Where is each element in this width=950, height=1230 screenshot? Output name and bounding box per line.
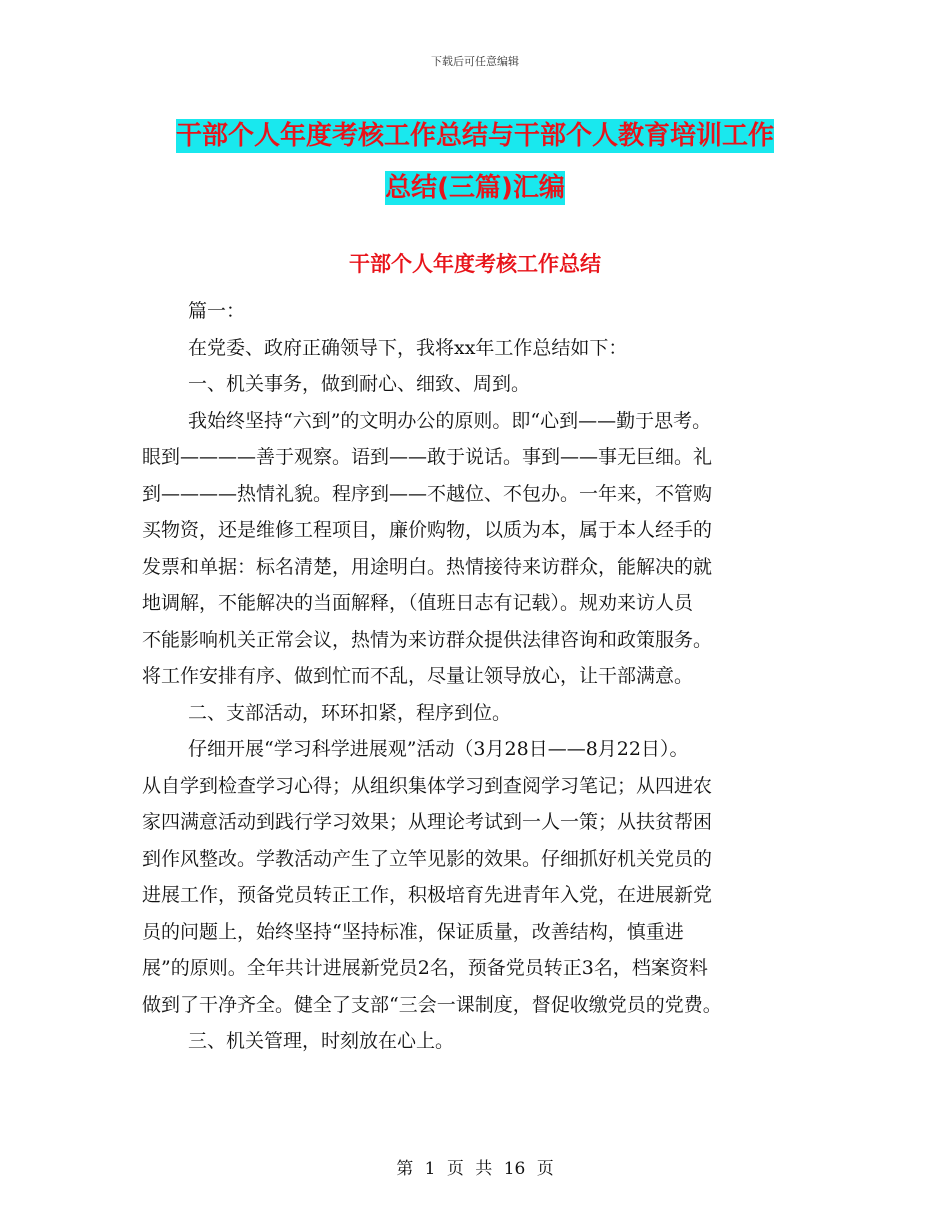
text-line: 仔细开展“学习科学进展观”活动（3月28日——8月22日）。	[188, 738, 689, 760]
text-line: 不能影响机关正常会议，热情为来访群众提供法律咨询和政策服务。	[142, 628, 713, 651]
header-note: 下载后可任意编辑	[431, 55, 519, 68]
text-line: 将工作安排有序、做到忙而不乱，尽量让领导放心，让干部满意。	[142, 665, 694, 687]
body-text	[142, 293, 818, 1060]
title-line-2: 总结(三篇)汇编	[385, 173, 565, 203]
text-line: 家四满意活动到践行学习效果；从理论考试到一人一策；从扶贫帮困	[142, 811, 713, 833]
text-line: 展”的原则。全年共计进展新党员2名，预备党员转正3名，档案资料	[142, 957, 708, 979]
text-line: 到作风整改。学教活动产生了立竿见影的效果。仔细抓好机关党员的	[142, 847, 713, 870]
document-title	[0, 110, 950, 214]
text-line: 二、支部活动，环环扣紧，程序到位。	[188, 701, 512, 724]
text-line: 眼到————善于观察。语到——敢于说话。事到——事无巨细。礼	[142, 446, 713, 468]
page-footer: 第 1 页 共 16 页	[396, 1159, 554, 1179]
text-line: 做到了干净齐全。健全了支部“三会一课制度，督促收缴党员的党费。	[142, 993, 722, 1016]
text-line: 到————热情礼貌。程序到——不越位、不包办。一年来，不管购	[142, 482, 713, 505]
text-line: 从自学到检查学习心得；从组织集体学习到查阅学习笔记；从四进农	[142, 774, 713, 797]
text-line: 在党委、政府正确领导下，我将xx年工作总结如下：	[188, 336, 628, 359]
text-line: 我始终坚持“六到”的文明办公的原则。即“心到——勤于思考。	[188, 409, 712, 432]
text-line: 三、机关管理，时刻放在心上。	[188, 1030, 455, 1052]
text-line: 员的问题上，始终坚持“坚持标准，保证质量，改善结构，慎重进	[142, 920, 684, 943]
text-line: 进展工作，预备党员转正工作，积极培育先进青年入党，在进展新党	[142, 884, 713, 906]
text-line: 地调解，不能解决的当面解释，（值班日志有记载）。规劝来访人员	[142, 592, 694, 614]
text-line: 篇一：	[188, 300, 246, 322]
section-title: 干部个人年度考核工作总结	[349, 252, 601, 276]
text-line: 一、机关事务，做到耐心、细致、周到。	[188, 373, 531, 395]
title-line-1: 干部个人年度考核工作总结与干部个人教育培训工作	[175, 121, 774, 151]
text-line: 发票和单据：标名清楚，用途明白。热情接待来访群众，能解决的就	[142, 555, 713, 578]
text-line: 买物资，还是维修工程项目，廉价购物，以质为本，属于本人经手的	[142, 519, 713, 541]
